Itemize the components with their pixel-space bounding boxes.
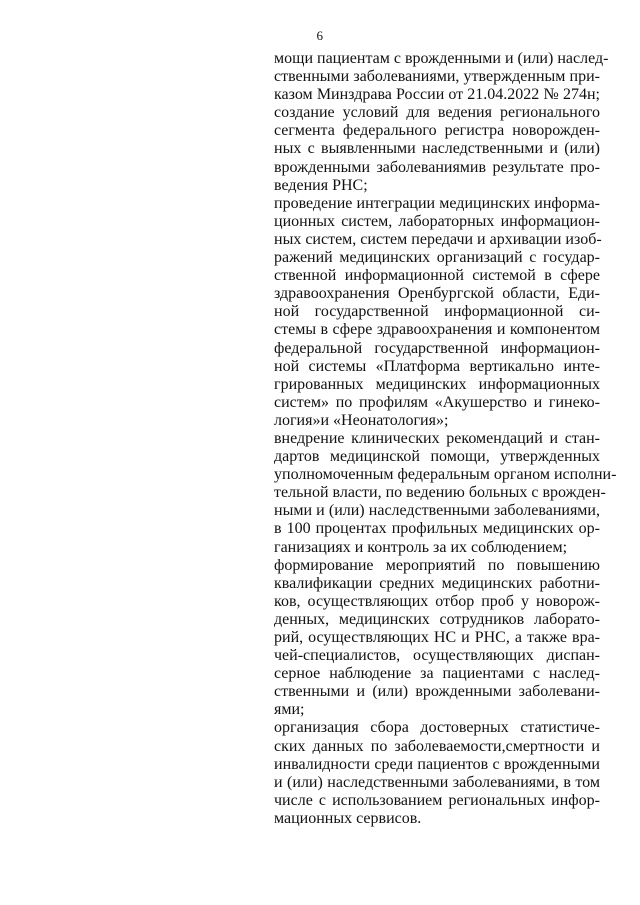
text-line: организация сбора достоверных статистиче- <box>274 719 600 737</box>
text-line: тельной власти, по ведению больных с врожден- <box>274 484 606 502</box>
text-line: ражений медицинских организаций с государ- <box>274 249 600 267</box>
text-line: в 100 процентах профильных медицинских ор- <box>274 520 600 538</box>
text-line: ганизациях и контроль за их соблюдением; <box>274 538 568 556</box>
text-line: ков, осуществляющих отбор проб у новорож- <box>274 592 600 610</box>
text-line: систем» по профилям «Акушерство и гинеко- <box>274 393 600 411</box>
text-line: стемы в сфере здравоохранения и компонентом <box>274 321 600 339</box>
text-line: чей-специалистов, осуществляющих диспан- <box>274 647 600 665</box>
text-line: казом Минздрава России от 21.04.2022 № 274н; <box>274 86 600 104</box>
text-line: ведения РНС; <box>274 176 368 194</box>
text-line: проведение интеграции медицинских информа- <box>274 194 600 212</box>
text-line: ными и (или) наследственными заболеваниями, <box>274 502 600 520</box>
text-line: денных, медицинских сотрудников лаборато- <box>274 610 600 628</box>
text-line: ной системы «Платформа вертикально инте- <box>274 357 600 375</box>
text-line: врожденными заболеваниямив результате про- <box>274 158 600 176</box>
text-line: квалификации средних медицинских работни- <box>274 574 600 592</box>
text-line: ями; <box>274 701 305 719</box>
text-line: уполномоченным федеральным органом исполни- <box>274 466 617 484</box>
text-line: федеральной государственной информацион- <box>274 339 600 357</box>
text-line: мационных сервисов. <box>274 809 422 827</box>
text-line: ных с выявленными наследственными и (или) <box>274 140 600 158</box>
text-line: серное наблюдение за пациентами с наслед- <box>274 665 600 683</box>
text-line: логия»и «Неонатология»; <box>274 411 449 429</box>
document-body <box>274 50 617 828</box>
text-line: ных систем, систем передачи и архивации изоб- <box>274 230 602 248</box>
text-line: грированных медицинских информационных <box>274 375 600 393</box>
text-line: ционных систем, лабораторных информацион- <box>274 212 600 230</box>
text-line: сегмента федерального регистра новорожден- <box>274 122 600 140</box>
text-line: числе с использованием региональных инфор- <box>274 791 600 809</box>
text-line: дартов медицинской помощи, утвержденных <box>274 448 600 466</box>
text-line: инвалидности среди пациентов с врожденными <box>274 755 600 773</box>
text-line: создание условий для ведения регионального <box>274 104 600 122</box>
text-line: мощи пациентам с врожденными и (или) наслед- <box>274 50 609 67</box>
text-line: внедрение клинических рекомендаций и стан- <box>274 429 600 447</box>
text-line: формирование мероприятий по повышению <box>274 556 600 574</box>
text-line: ственной информационной системой в сфере <box>274 267 600 285</box>
text-line: ских данных по заболеваемости,смертности и <box>274 737 600 755</box>
text-line: рий, осуществляющих НС и РНС, а также вра- <box>274 629 600 646</box>
page-number: 6 <box>316 28 324 43</box>
text-line: ной государственной информационной си- <box>274 303 600 321</box>
text-line: ственными заболеваниями, утвержденным при- <box>274 68 600 86</box>
text-line: и (или) наследственными заболеваниями, в том <box>274 773 600 791</box>
text-line: здравоохранения Оренбургской области, Еди- <box>274 285 600 303</box>
text-line: ственными и (или) врожденными заболевани- <box>274 683 600 701</box>
